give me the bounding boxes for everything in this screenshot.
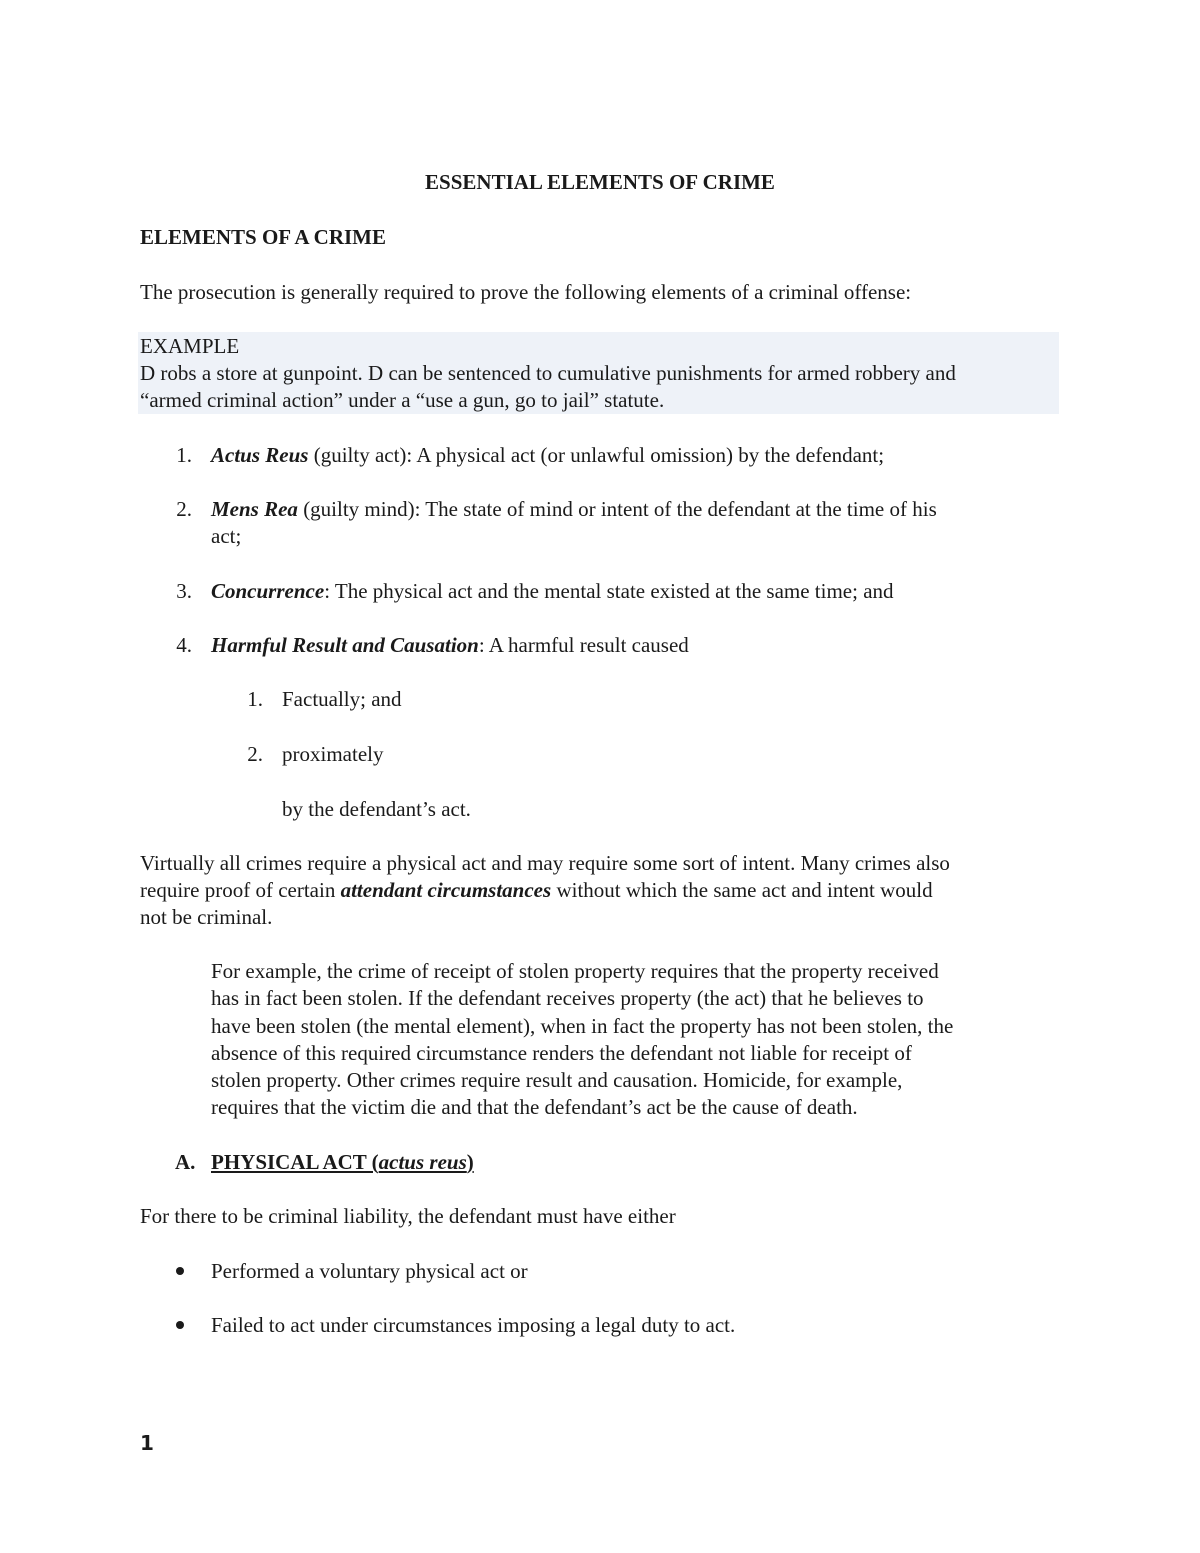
paragraph-text: require proof of certain bbox=[140, 878, 341, 902]
element-text: : The physical act and the mental state existed at the same time; and bbox=[324, 579, 894, 603]
bullet-text: Performed a voluntary physical act or bbox=[211, 1259, 528, 1283]
element-item bbox=[211, 578, 894, 605]
element-text: : A harmful result caused bbox=[478, 633, 689, 657]
element-number: 1. bbox=[176, 443, 192, 467]
document-title: ESSENTIAL ELEMENTS OF CRIME bbox=[425, 170, 775, 194]
paragraph-term: attendant circumstances bbox=[340, 878, 552, 902]
quote-line: has in fact been stolen. If the defendant receives property (the act) that he believes to bbox=[211, 986, 924, 1010]
bullet-text: Failed to act under circumstances imposing a legal duty to act. bbox=[211, 1313, 736, 1337]
example-line-2: “armed criminal action” under a “use a gun, go to jail” statute. bbox=[140, 388, 665, 412]
element-term: Harmful Result and Causation bbox=[211, 633, 479, 657]
element-term: Mens Rea bbox=[211, 497, 298, 521]
quote-line: requires that the victim die and that the defendant’s act be the cause of death. bbox=[211, 1095, 858, 1119]
paragraph-line-2 bbox=[140, 877, 933, 904]
bullet-dot bbox=[176, 1321, 184, 1329]
element-item bbox=[211, 496, 937, 523]
page-number: 1 bbox=[140, 1431, 154, 1455]
element-item bbox=[211, 632, 689, 659]
quote-line: For example, the crime of receipt of stolen property requires that the property received bbox=[211, 959, 939, 983]
sub-item-text: proximately bbox=[282, 742, 384, 766]
element-number: 2. bbox=[176, 497, 192, 521]
element-term: Actus Reus bbox=[211, 443, 309, 467]
example-label: EXAMPLE bbox=[140, 334, 240, 358]
sub-item-number: 2. bbox=[247, 742, 263, 766]
quote-line: stolen property. Other crimes require result and causation. Homicide, for example, bbox=[211, 1068, 903, 1092]
section-heading: ELEMENTS OF A CRIME bbox=[140, 225, 387, 249]
section-a-title-end: ) bbox=[466, 1150, 474, 1174]
sub-item-number: 1. bbox=[247, 687, 263, 711]
bullet-dot bbox=[176, 1267, 184, 1275]
paragraph-text: without which the same act and intent would bbox=[551, 878, 933, 902]
element-number: 3. bbox=[176, 579, 192, 603]
quote-line: absence of this required circumstance renders the defendant not liable for receipt of bbox=[211, 1041, 912, 1065]
sub-item-text: Factually; and bbox=[282, 687, 402, 711]
paragraph-line-1: Virtually all crimes require a physical act and may require some sort of intent. Many crimes also bbox=[140, 851, 950, 875]
section-a-title-text: PHYSICAL ACT ( bbox=[211, 1150, 379, 1174]
element-text-continuation: act; bbox=[211, 524, 242, 548]
example-line-1: D robs a store at gunpoint. D can be sentenced to cumulative punishments for armed robbery and bbox=[140, 361, 956, 385]
element-text: (guilty mind): The state of mind or intent of the defendant at the time of his bbox=[297, 497, 937, 521]
element-term: Concurrence bbox=[211, 579, 325, 603]
section-a-intro: For there to be criminal liability, the defendant must have either bbox=[140, 1204, 676, 1228]
section-a-title bbox=[211, 1149, 474, 1176]
paragraph-line-3: not be criminal. bbox=[140, 905, 273, 929]
intro-text: The prosecution is generally required to prove the following elements of a criminal offense: bbox=[140, 280, 912, 304]
element-item bbox=[211, 442, 884, 469]
section-a-letter: A. bbox=[175, 1150, 196, 1174]
section-a-title-term: actus reus bbox=[378, 1150, 467, 1174]
element-text: (guilty act): A physical act (or unlawful omission) by the defendant; bbox=[308, 443, 885, 467]
quote-line: have been stolen (the mental element), when in fact the property has not been stolen, the bbox=[211, 1014, 954, 1038]
sub-item-tail: by the defendant’s act. bbox=[282, 797, 471, 821]
element-number: 4. bbox=[176, 633, 192, 657]
